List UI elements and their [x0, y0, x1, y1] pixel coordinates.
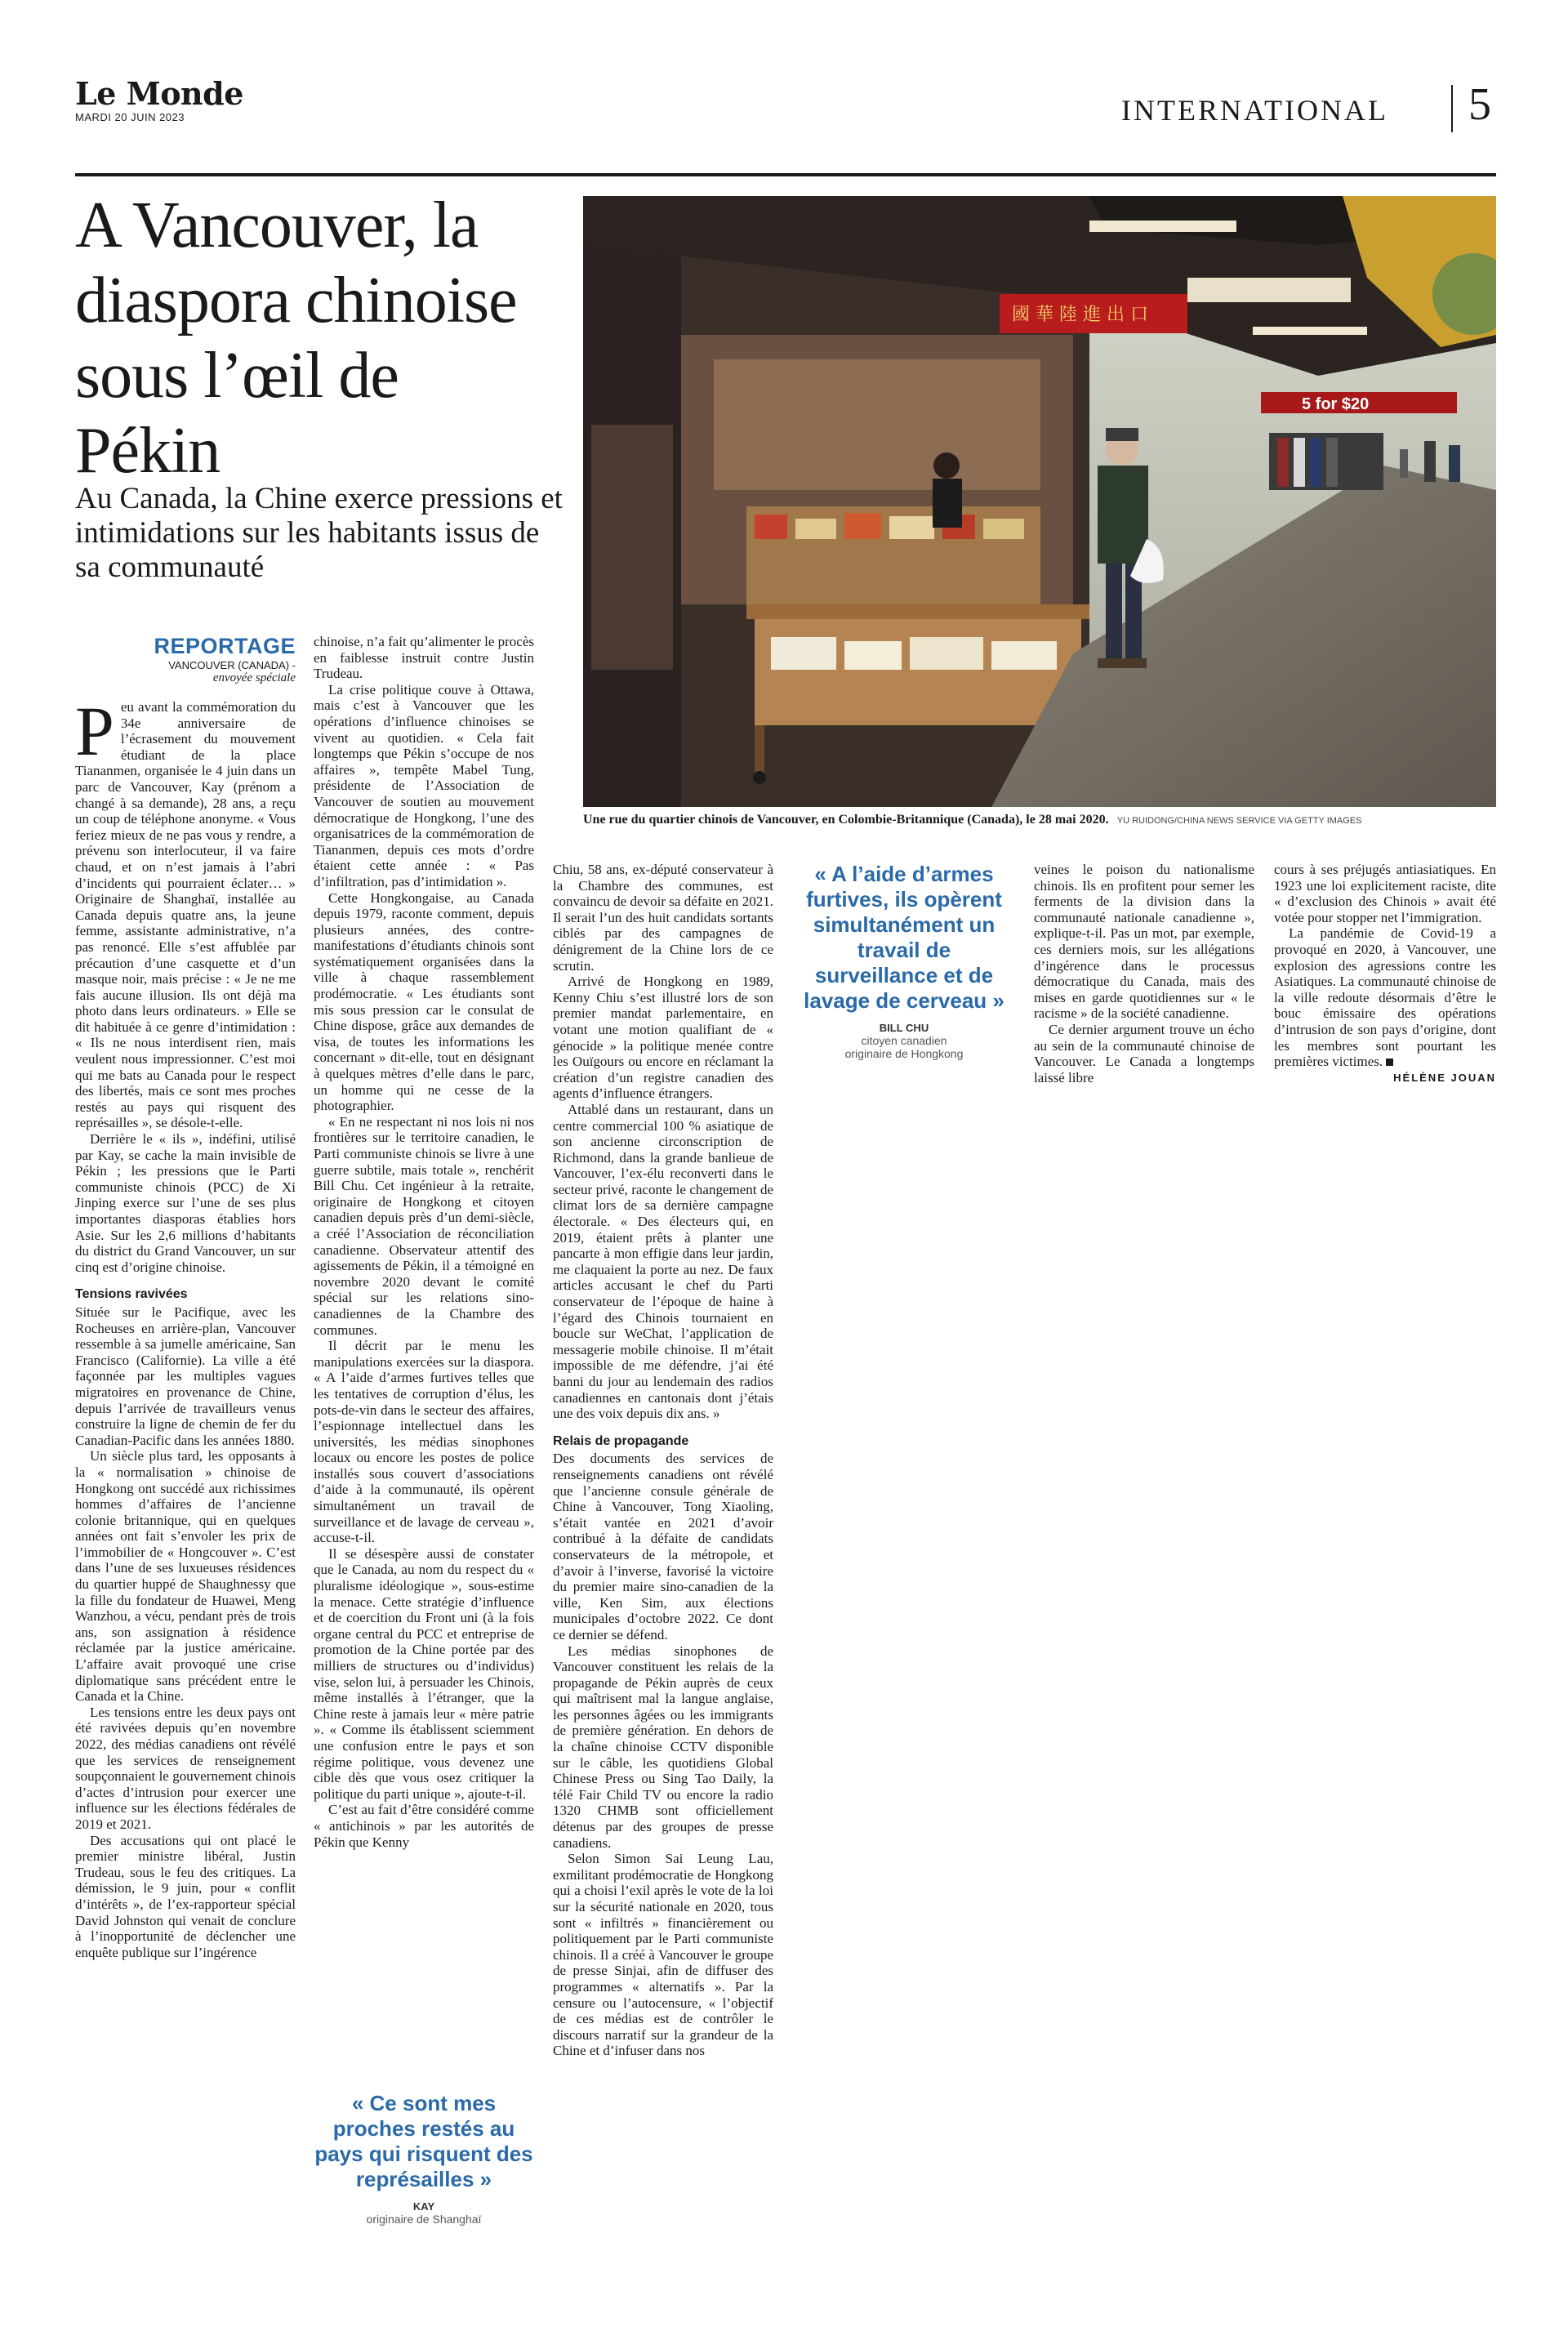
paragraph: chinoise, n’a fait qu’alimenter le procès en faiblesse instruit contre Justin Trudeau. [314, 634, 534, 682]
kicker-label: REPORTAGE [154, 634, 296, 658]
masthead-logo: Le Monde [75, 75, 243, 112]
paragraph: Attablé dans un restaurant, dans un centre commercial 100 % asiatique de son ancienne circonscription de Richmond, dans la grande banlieue de Vancouver, l’ex-élu reconverti dans le secteur privé, raconte le changement de climat lors de sa dernière campagne électorale. « Des électeurs qui, en 2019, étaient prêts à planter une pancarte à mon effigie dans leur jardin, me claquaient la porte au nez. De faux articles accusant le chef du Parti conservateur de l’époque de haine à l’égard des Chinois tournaient en boucle sur WeChat, l’application de messagerie mobile chinoise. Il m’était impossible de me défendre, j’ai été banni du jour au lendemain des radios canadiennes en cantonais dont j’étais une des voix depuis dix ans. » [553, 1101, 773, 1422]
photo-credit: YU RUIDONG/CHINA NEWS SERVICE VIA GETTY IMAGES [1116, 816, 1362, 826]
section-subhead: Relais de propagande [553, 1433, 689, 1448]
byline-location: VANCOUVER (CANADA) - [168, 659, 296, 671]
article-subhead: Au Canada, la Chine exerce pressions et intimidations sur les habitants issus de sa communauté [75, 482, 563, 584]
column-3 [553, 862, 773, 2059]
end-of-article-mark [1386, 1059, 1393, 1066]
header-rule [75, 173, 1496, 176]
issue-date: MARDI 20 JUIN 2023 [75, 111, 185, 123]
chinatown-street-illustration [583, 196, 1496, 807]
byline-role: envoyée spéciale [212, 671, 296, 684]
lead-text: eu avant la commémoration du 34e anniversaire de l’écrasement du mouvement étudiant de la place Tiananmen, organisée le 4 juin dans un parc de Vancouver, Kay (prénom a changé à sa demande), 28 ans, a reçu un coup de téléphone anonyme. « Vous feriez mieux de ne pas vous y rendre, a prévenu son interlocuteur, il va faire chaud, et on n’est jamais à l’abri d’incidents qui pourraient éclater… » Originaire de Shanghaï, installée au Canada depuis quatre ans, la jeune femme, assistante administrative, n’a pas renoncé. Elle s’est affublée par précaution d’une casquette et d’un masque noir, mais précise : « Je ne me fais aucune illusion. Ils ont déjà ma photo dans leurs ordinateurs. » Elle se dit habituée à ce genre d’intimidation : « Ils ne nous interdisent rien, mais veulent nous impressionner. C’est moi qui me bats au Canada pour le respect des libertés, mais ce sont mes proches restés au pays qui risquent des représailles », se désole-t-elle. [75, 699, 296, 1131]
pull-quote-text: « A l’aide d’armes furtives, ils opèrent simultanément un travail de surveillance et de lavage de cerveau » [804, 862, 1004, 1013]
author-signature: HÉLÈNE JOUAN [1393, 1071, 1496, 1084]
article-photo [583, 196, 1496, 807]
section-subhead: Tensions ravivées [75, 1287, 188, 1302]
paragraph: Située sur le Pacifique, avec les Rocheuses en arrière-plan, Vancouver ressemble à sa jumelle américaine, San Francisco (Californie). La ville a été façonnée par les multiples vagues migratoires en provenance de Chine, depuis l’arrivée de travailleurs venus construire la ligne de chemin de fer du Canadian-Pacific dans les années 1880. [75, 1304, 296, 1448]
section-title: INTERNATIONAL [1121, 94, 1388, 127]
pull-quote-bill-chu [794, 862, 1014, 1060]
paragraph: Ce dernier argument trouve un écho au sein de la communauté chinoise de Vancouver. Le Canada a longtemps laissé libre [1034, 1021, 1254, 1085]
paragraph: La crise politique couve à Ottawa, mais c’est à Vancouver que les opérations d’influence chinoises se vivent au quotidien. « Cela fait longtemps que Pékin s’occupe de nos affaires », tempête Mabel Tung, présidente de l’Association de Vancouver de soutien au mouvement démocratique de Hongkong, l’une des organisatrices de la commémoration de Tiananmen, depuis ces mots d’ordre étaient cette année : « Pas d’infiltration, pas d’intimidation ». [314, 681, 534, 889]
paragraph: « En ne respectant ni nos lois ni nos frontières sur le territoire canadien, le Parti communiste chinois se livre à une guerre subtile, mais totale », renchérit Bill Chu. Cet ingénieur à la retraite, originaire de Hongkong et citoyen canadien depuis près d’un demi-siècle, a créé l’Association de réconciliation canadienne. Observateur attentif des agissements de Pékin, il a témoigné en novembre 2020 devant le comité spécial sur les relations sino-canadiennes de la Chambre des communes. [314, 1113, 534, 1338]
paragraph: veines le poison du nationalisme chinois. Ils en profitent pour semer les ferments de la division dans la communauté nationale canadienne », explique-t-il. Pas un mot, par exemple, ces derniers mois, sur les allégations d’ingérence dans le processus démocratique du Canada, mais des mises en garde quotidiennes sur « le racisme » de la société canadienne. [1034, 862, 1254, 1022]
byline-block [75, 634, 296, 685]
paragraph: Il se désespère aussi de constater que le Canada, au nom du respect du « pluralisme idéologique », sous-estime la menace. Cette stratégie d’influence et de coercition du Front uni (à la fois organe central du PCC et entreprise de promotion de la Chine portée par des milliers de structures ou d’individus) vise, selon lui, à persuader les Chinois, même installés à l’étranger, que la Chine reste à jamais leur « mère patrie ». « Comme ils établissent sciemment une confusion entre le pays et son régime politique, vous devenez une cible dès que vous osez critiquer la politique du parti unique », ajoute-t-il. [314, 1545, 534, 1802]
column-6 [1274, 862, 1496, 1085]
article-headline: A Vancouver, la diaspora chinoise sous l’œil de Pékin [75, 189, 517, 487]
photo-caption [583, 813, 1496, 827]
svg-text:5 for $20: 5 for $20 [1302, 395, 1370, 413]
paragraph: Il décrit par le menu les manipulations exercées sur la diaspora. « A l’aide d’armes furtives telles que les tentatives de corruption d’élus, les pots-de-vin dans le secteur des affaires, l’espionnage intellectuel dans les universités, les médias sinophones locaux ou encore les postes de police installés sous couvert d’associations d’aide à la communauté, ils opèrent simultanément un travail de surveillance et de lavage de cerveau », accuse-t-il. [314, 1338, 534, 1546]
paragraph: Chiu, 58 ans, ex-député conservateur à la Chambre des communes, est convaincu de devoir sa défaite en 2021. Il serait l’un des huit candidats sortants ciblés par des campagnes de dénigrement de la Chine lors de ce scrutin. [553, 862, 773, 974]
header-separator [1451, 85, 1453, 132]
pull-quote-role: citoyen canadien [861, 1034, 947, 1047]
paragraph: Les médias sinophones de Vancouver constituent les relais de la propagande de Pékin auprès de ceux qui maîtrisent mal la langue anglaise, les personnes âgées ou les immigrants de première génération. En dehors de la chaîne chinoise CCTV disponible sur le câble, les quotidiens Global Chinese Press ou Sing Tao Daily, la télé Fair Child TV ou encore la radio 1320 CHMB sont officiellement détenus par des groupes de presse canadiens. [553, 1642, 773, 1851]
paragraph: C’est au fait d’être considéré comme « antichinois » par les autorités de Pékin que Kenny [314, 1802, 534, 1850]
column-2 [314, 634, 534, 1850]
paragraph: Arrivé de Hongkong en 1989, Kenny Chiu s’est illustré lors de son premier mandat parlementaire, en votant une motion qualifiant de « génocide » la politique menée contre les Ouïgours ou encore en réclamant la création d’un registre canadien des agents d’influence étrangers. [553, 974, 773, 1102]
paragraph [1274, 925, 1496, 1069]
paragraph: cours à ses préjugés antiasiatiques. En 1923 une loi explicitement raciste, dite « d’exclusion des Chinois » avait été votée pour stopper net l’immigration. [1274, 862, 1496, 925]
column-5 [1034, 862, 1254, 1085]
pull-quote-kay [314, 2091, 534, 2226]
paragraph-text: La pandémie de Covid-19 a provoqué en 2020, à Vancouver, une explosion des agressions contre les Asiatiques. La communauté chinoise de la ville redoute désormais d’être le bouc émissaire des opérations d’intrusion de son pays d’origine, dont les membres sont pourtant les premières victimes. [1274, 925, 1496, 1070]
column-1 [75, 692, 296, 1960]
paragraph: Cette Hongkongaise, au Canada depuis 1979, raconte comment, depuis plusieurs années, des contre-manifestations d’étudiants chinois sont systématiquement organisées dans la ville à chaque rassemblement prodémocratie. « Les étudiants sont mis sous pression car le consulat de Chine dispose, grâce aux demandes de visa, de toutes les informations les concernant » dit-elle, tout en désignant à quelques mètres d’elle dans le parc, un homme qui ne cesse de la photographier. [314, 889, 534, 1114]
pull-quote-name: BILL CHU [879, 1022, 929, 1034]
pull-quote-name: KAY [412, 2200, 435, 2213]
svg-text:國 華 陸 進 出 口: 國 華 陸 進 出 口 [1012, 305, 1148, 325]
paragraph: Des documents des services de renseignements canadiens ont révélé que l’ancienne consule générale de Chine à Vancouver, Tong Xiaoling, s’était vantée en 2021 d’avoir contribué à la défaite de candidats conservateurs de la métropole, et d’avoir à l’inverse, favorisé la victoire du premier maire sino-canadien de la ville, Ken Sim, aux élections municipales d’octobre 2022. Ce dont ce dernier se défend. [553, 1451, 773, 1642]
paragraph: Selon Simon Sai Leung Lau, exmilitant prodémocratie de Hongkong qui a choisi l’exil après le vote de la loi sur la sécurité nationale en 2020, tous sont « infiltrés » financièrement ou politiquement par le Parti communiste chinois. Il a créé à Vancouver le groupe de presse Sinjai, afin de diffuser des programmes « alternatifs ». Par la censure ou l’autocensure, « l’objectif de ces médias est de contrôler le discours narratif sur la grandeur de la Chine et d’infuser dans nos [553, 1851, 773, 2059]
caption-text: Une rue du quartier chinois de Vancouver, en Colombie-Britannique (Canada), le 28 mai 2020. [583, 813, 1109, 827]
paragraph: Les tensions entre les deux pays ont été ravivées depuis qu’en novembre 2022, des médias canadiens ont révélé que les services de renseignement soupçonnaient le gouvernement chinois d’actes d’intrusion pour exercer une influence sur les élections fédérales de 2019 et 2021. [75, 1704, 296, 1832]
paragraph: Un siècle plus tard, les opposants à la « normalisation » chinoise de Hongkong ont succédé aux richissimes hommes d’affaires de l’ancienne colonie britannique, qui en quelques années ont fait s’envoler les prix de l’immobilier de « Hongcouver ». C’est dans l’une de ses luxueuses résidences du quartier huppé de Shaughnessy que la fille du fondateur de Huawei, Meng Wanzhou, a vécu, pendant près de trois ans, son assignation à résidence réclamée par la justice américaine. L’affaire avait provoqué une crise diplomatique sans précédent entre le Canada et la Chine. [75, 1448, 296, 1705]
page-number: 5 [1468, 79, 1491, 130]
paragraph: Derrière le « ils », indéfini, utilisé par Kay, se cache la main invisible de Pékin ; les pressions que le Parti communiste chinois (PCC) de Xi Jinping exerce sur l’une de ses plus importantes diasporas établies hors Asie. Sur les 2,6 millions d’habitants du district du Grand Vancouver, un sur cinq est d’origine chinoise. [75, 1131, 296, 1275]
lead-paragraph [75, 692, 296, 1131]
pull-quote-role: originaire de Shanghaï [366, 2213, 482, 2226]
paragraph: Des accusations qui ont placé le premier ministre libéral, Justin Trudeau, sous le feu des critiques. La démission, le 9 juin, pour « conflit d’intérêts », de l’ex-rapporteur spécial David Johnston qui venait de conclure à l’inopportunité de déclencher une enquête publique sur l’ingérence [75, 1832, 296, 1960]
pull-quote-role: originaire de Hongkong [844, 1047, 964, 1060]
dropcap: P [75, 692, 114, 770]
pull-quote-text: « Ce sont mes proches restés au pays qui risquent des représailles » [314, 2091, 533, 2191]
